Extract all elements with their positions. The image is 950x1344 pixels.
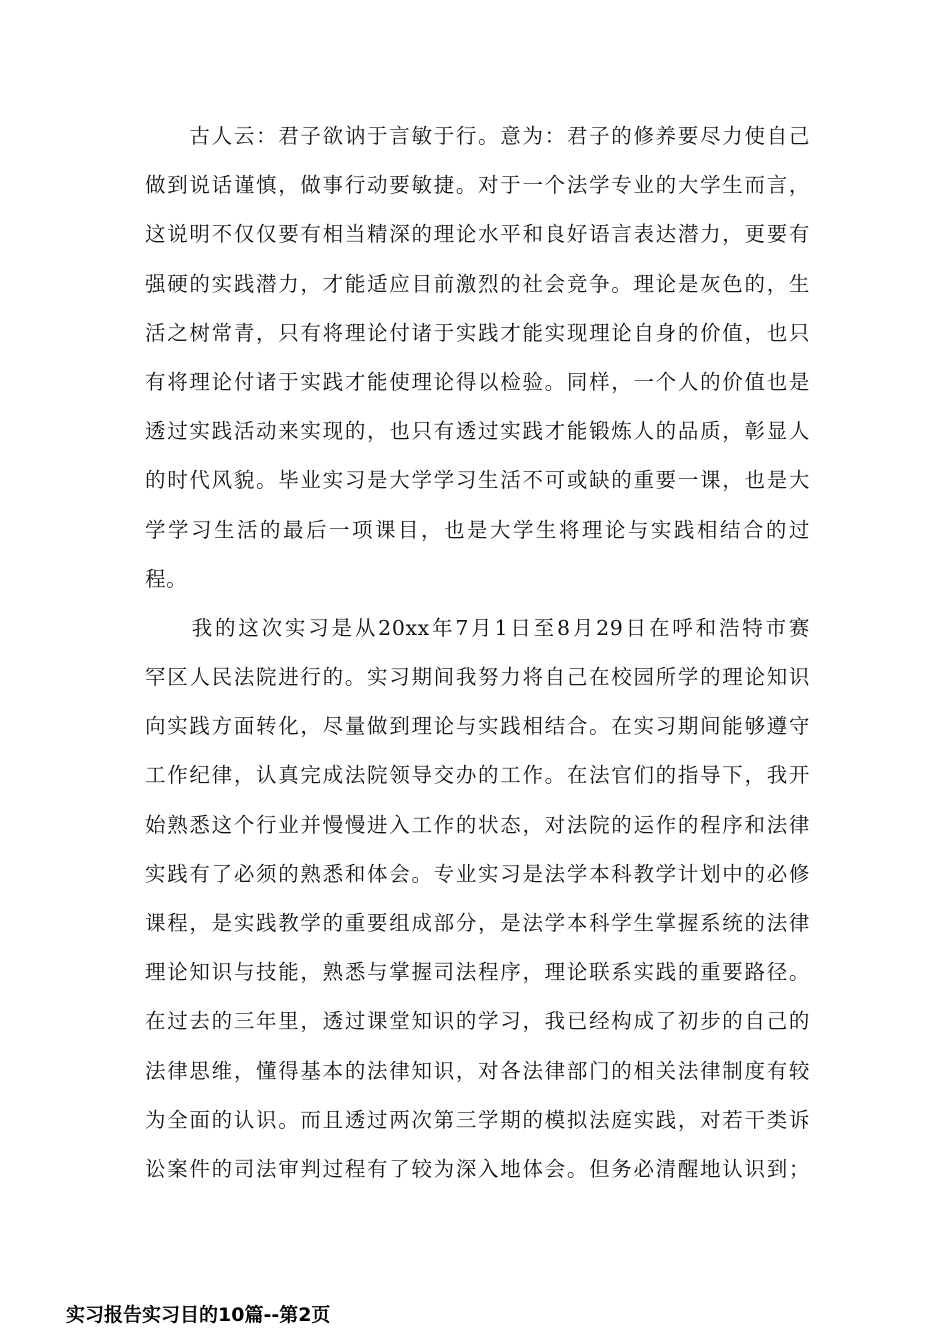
paragraph-1 bbox=[145, 112, 810, 604]
text-line: 罕区人民法院进行的。实习期间我努力将自己在校园所学的理论知识 bbox=[145, 665, 810, 690]
text-line: 程。 bbox=[145, 566, 188, 591]
text-line: 这说明不仅仅要有相当精深的理论水平和良好语言表达潜力，更要有 bbox=[145, 222, 810, 247]
text-line: 我的这次实习是从20xx年7月1日至8月29日在呼和浩特市赛 bbox=[145, 615, 810, 640]
text-line: 的时代风貌。毕业实习是大学学习生活不可或缺的重要一课，也是大 bbox=[145, 468, 810, 493]
text-line: 做到说话谨慎，做事行动要敏捷。对于一个法学专业的大学生而言， bbox=[145, 173, 810, 198]
text-line: 讼案件的司法审判过程有了较为深入地体会。但务必清醒地认识到； bbox=[145, 1156, 810, 1181]
text-line: 强硬的实践潜力，才能适应目前激烈的社会竞争。理论是灰色的，生 bbox=[145, 271, 810, 296]
text-line: 课程，是实践教学的重要组成部分，是法学本科学生掌握系统的法律 bbox=[145, 911, 810, 935]
text-line: 在过去的三年里，透过课堂知识的学习，我已经构成了初步的自己的 bbox=[145, 1009, 810, 1034]
paragraph-2 bbox=[145, 604, 810, 1194]
text-line: 古人云：君子欲讷于言敏于行。意为：君子的修养要尽力使自己 bbox=[145, 124, 810, 148]
text-line: 法律思维，懂得基本的法律知识，对各法律部门的相关法律制度有较 bbox=[145, 1058, 810, 1083]
text-line: 为全面的认识。而且透过两次第三学期的模拟法庭实践，对若干类诉 bbox=[145, 1107, 810, 1132]
text-line: 向实践方面转化，尽量做到理论与实践相结合。在实习期间能够遵守 bbox=[145, 714, 810, 739]
text-line: 始熟悉这个行业并慢慢进入工作的状态，对法院的运作的程序和法律 bbox=[145, 812, 810, 837]
page-footer: 实习报告实习目的10篇--第2页 bbox=[66, 1304, 331, 1326]
text-line: 有将理论付诸于实践才能使理论得以检验。同样，一个人的价值也是 bbox=[145, 369, 810, 394]
text-line: 工作纪律，认真完成法院领导交办的工作。在法官们的指导下，我开 bbox=[145, 763, 810, 788]
text-line: 学学习生活的最后一项课目，也是大学生将理论与实践相结合的过 bbox=[145, 517, 810, 542]
text-line: 理论知识与技能，熟悉与掌握司法程序，理论联系实践的重要路径。 bbox=[145, 960, 810, 985]
text-line: 透过实践活动来实现的，也只有透过实践才能锻炼人的品质，彰显人 bbox=[145, 419, 810, 444]
text-line: 活之树常青，只有将理论付诸于实践才能实现理论自身的价值，也只 bbox=[145, 320, 810, 345]
document-body bbox=[145, 112, 810, 1194]
text-line: 实践有了必须的熟悉和体会。专业实习是法学本科教学计划中的必修 bbox=[145, 861, 810, 886]
